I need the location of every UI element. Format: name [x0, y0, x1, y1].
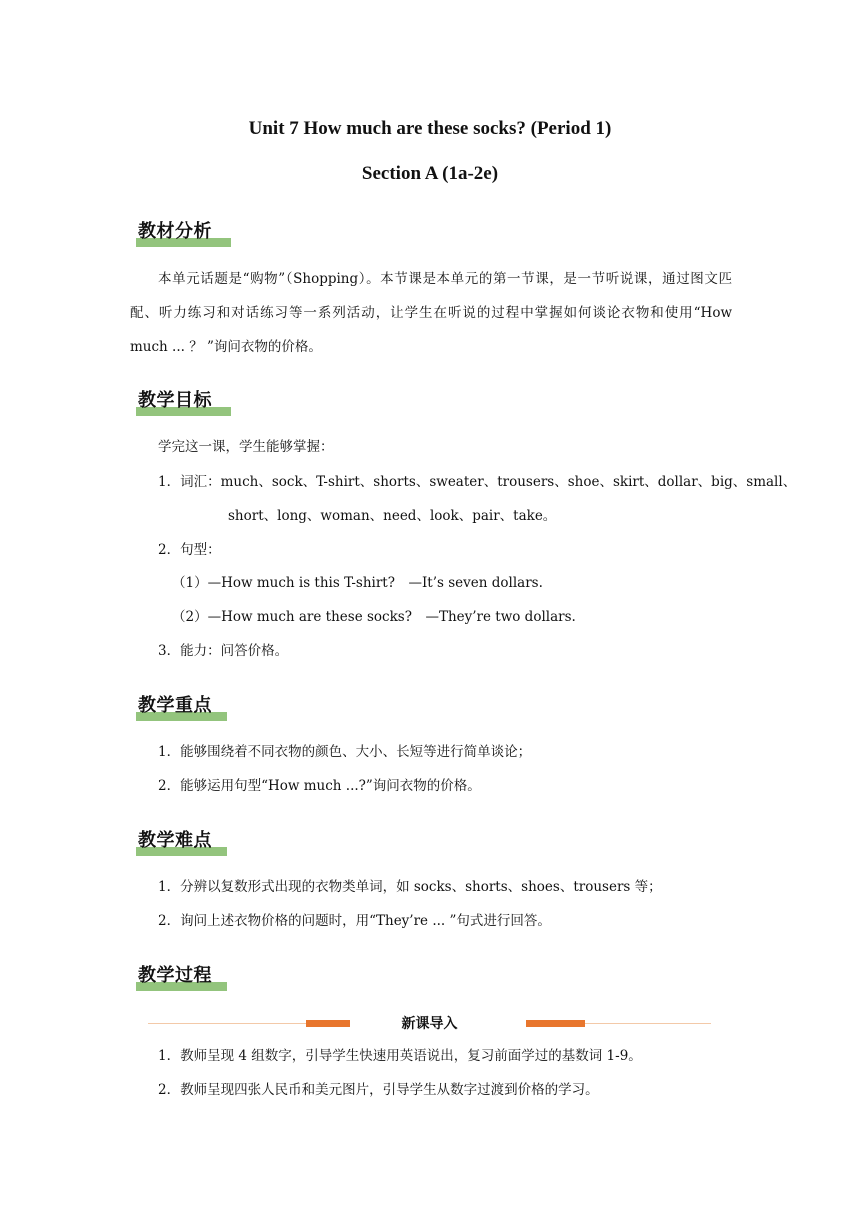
objectives-item-1-cont: short、long、woman、need、look、pair、take。 [228, 508, 557, 524]
section-heading-process [138, 965, 212, 991]
objectives-item-2-b: （2）—How much are these socks? —They’re two dollars. [172, 609, 576, 625]
difficulties-item-2: 2．询问上述衣物价格的问题时，用“They’re ... ”句式进行回答。 [158, 913, 551, 929]
document-title: Unit 7 How much are these socks? (Period 1) [248, 118, 612, 139]
objectives-item-2-a: （1）—How much is this T-shirt? —It’s seven dollars. [172, 575, 543, 591]
key-points-item-1: 1．能够围绕着不同衣物的颜色、大小、长短等进行简单谈论； [158, 744, 532, 760]
process-item-1: 1．教师呈现 4 组数字，引导学生快速用英语说出，复习前面学过的基数词 1-9。 [158, 1048, 642, 1064]
difficulties-item-1: 1．分辨以复数形式出现的衣物类单词，如 socks、shorts、shoes、trousers 等； [158, 879, 662, 895]
section-heading-text: 教学难点 [138, 830, 212, 851]
process-item-2: 2．教师呈现四张人民币和美元图片，引导学生从数字过渡到价格的学习。 [158, 1082, 599, 1098]
key-points-item-2: 2．能够运用句型“How much ...?”询问衣物的价格。 [158, 778, 481, 794]
analysis-paragraph: 本单元话题是“购物”（Shopping）。本节课是本单元的第一节课，是一节听说课，通过图文匹配、听力练习和对话练习等一系列活动，让学生在听说的过程中掌握如何谈论衣物和使用“How much ... ？ ”询问衣物的价格。 [130, 271, 732, 355]
objectives-item-1: 1．词汇：much、sock、T-shirt、shorts、sweater、trousers、shoe、skirt、dollar、big、small、 [158, 474, 797, 490]
sub-heading-label: 新课导入 [401, 1016, 458, 1032]
section-heading-text: 教学重点 [138, 695, 212, 716]
section-heading-objectives [138, 390, 212, 416]
document-subtitle: Section A (1a-2e) [361, 163, 499, 184]
section-heading-analysis [138, 221, 212, 247]
objectives-item-2: 2．句型： [158, 542, 221, 558]
objectives-intro: 学完这一课，学生能够掌握： [158, 439, 334, 455]
section-heading-key-points [138, 695, 212, 721]
section-heading-text: 教学过程 [138, 965, 212, 986]
section-heading-difficulties [138, 830, 212, 856]
sub-heading-banner [148, 1012, 711, 1036]
section-heading-text: 教材分析 [138, 221, 212, 242]
section-heading-text: 教学目标 [138, 390, 212, 411]
objectives-item-3: 3．能力：问答价格。 [158, 643, 289, 659]
